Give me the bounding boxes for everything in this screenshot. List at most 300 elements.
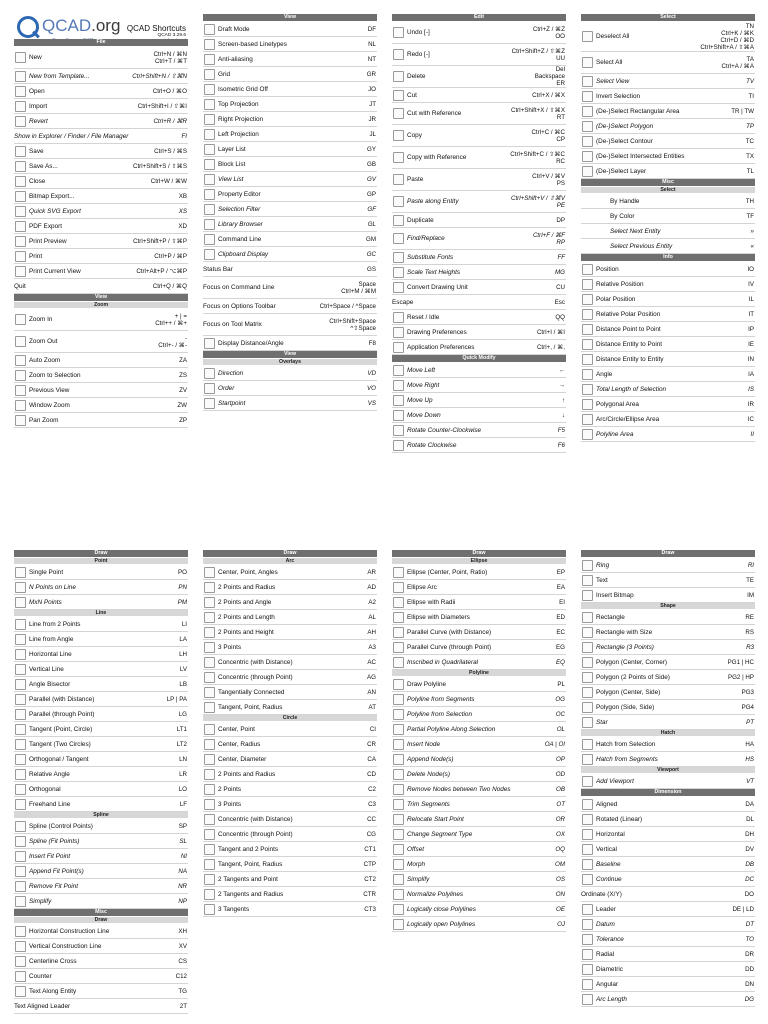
shortcut-row-horizontal-construction-line <box>14 924 188 939</box>
new-from-template-icon <box>15 71 26 82</box>
reset-idle-icon <box>393 312 404 323</box>
shortcut-row-save-as <box>14 159 188 174</box>
shortcut-key: Ctrl+Shift+S / ⇧⌘S <box>132 162 187 170</box>
shortcut-key: HA <box>745 740 754 748</box>
duplicate-icon <box>393 215 404 226</box>
shortcut-key: → <box>558 381 565 389</box>
hatch-from-segments-icon <box>582 754 593 765</box>
order-icon <box>204 383 215 394</box>
shortcut-key: XH <box>178 927 187 935</box>
shortcut-row-print-preview <box>14 234 188 249</box>
shortcut-key: TV <box>746 77 754 85</box>
command-label: Bitmap Export... <box>29 192 75 200</box>
shortcut-row-polar-position <box>581 292 755 307</box>
command-label: PDF Export <box>29 222 63 230</box>
section-subheader: Point <box>14 558 188 564</box>
shortcut-row-datum <box>581 917 755 932</box>
section-subheader: Draw <box>14 917 188 923</box>
cut-icon <box>393 90 404 101</box>
command-label: Center, Point <box>218 725 255 733</box>
shortcut-row-2-points-and-radius <box>203 767 377 782</box>
diametric-icon <box>582 964 593 975</box>
horizontal-line-icon <box>15 649 26 660</box>
revert-icon <box>15 116 26 127</box>
shortcut-row-ellipse-with-radii <box>392 595 566 610</box>
print-preview-icon <box>15 236 26 247</box>
shortcut-row-pan-zoom <box>14 413 188 428</box>
shortcut-key: FF <box>557 253 565 261</box>
shortcut-row-angle-bisector <box>14 677 188 692</box>
command-label: Print Current View <box>29 267 81 275</box>
shortcut-row-2-points-and-length <box>203 610 377 625</box>
leader-icon <box>582 904 593 915</box>
section-header: Select <box>581 14 755 21</box>
shortcut-key: II <box>750 430 754 438</box>
shortcut-row-right-projection <box>203 112 377 127</box>
shortcut-key: PG3 <box>741 688 754 696</box>
shortcut-row-2-points-and-radius <box>203 580 377 595</box>
shortcut-section <box>14 550 188 610</box>
shortcut-row-quick-svg-export <box>14 204 188 219</box>
total-length-of-selection-icon <box>582 384 593 395</box>
shortcut-key: TR | TW <box>731 107 754 115</box>
shortcut-row-tangent-point-radius <box>203 700 377 715</box>
polyline-from-segments-icon <box>393 694 404 705</box>
concentric-with-distance-icon <box>204 657 215 668</box>
shortcut-row-polyline-area <box>581 427 755 442</box>
section-header: File <box>14 39 188 46</box>
baseline-icon <box>582 859 593 870</box>
command-label: Parallel (through Point) <box>29 710 95 718</box>
3-tangents-icon <box>204 904 215 915</box>
shortcut-row-center-point-angles <box>203 565 377 580</box>
shortcut-row-parallel-curve-with-distance <box>392 625 566 640</box>
column-2-bottom <box>203 550 377 917</box>
shortcut-row-center-diameter <box>203 752 377 767</box>
command-label: Property Editor <box>218 190 261 198</box>
shortcut-key: C2 <box>368 785 376 793</box>
shortcut-row-cut <box>392 88 566 103</box>
shortcut-key: AH <box>367 628 376 636</box>
command-label: (De-)Select Contour <box>596 137 653 145</box>
command-label: 2 Points and Angle <box>218 598 272 606</box>
shortcut-key: OE <box>556 905 565 913</box>
tolerance-icon <box>582 934 593 945</box>
command-label: Focus on Command Line <box>203 284 275 291</box>
position-icon <box>582 264 593 275</box>
invert-selection-icon <box>582 91 593 102</box>
shortcut-row-by-color <box>581 209 755 224</box>
line-from-2-points-icon <box>15 619 26 630</box>
section-header: Misc <box>581 179 755 186</box>
move-right-icon <box>393 380 404 391</box>
2-points-and-height-icon <box>204 627 215 638</box>
shortcut-key: TE <box>746 576 754 584</box>
pan-zoom-icon <box>15 415 26 426</box>
radial-icon <box>582 949 593 960</box>
shortcut-key: DG <box>744 995 754 1003</box>
shortcut-row-ordinate-x-y <box>581 887 755 902</box>
print-current-view-icon <box>15 266 26 277</box>
shortcut-key: Ctrl+Z / ⌘Z OO <box>532 25 565 40</box>
shortcut-row-remove-nodes-between-two-nodes <box>392 782 566 797</box>
command-label: Select All <box>596 59 623 66</box>
de-select-rectangular-area-icon <box>582 106 593 117</box>
save-as-icon <box>15 161 26 172</box>
shortcut-row-previous-view <box>14 383 188 398</box>
add-viewport-icon <box>582 776 593 787</box>
shortcut-key: NA <box>178 867 187 875</box>
isometric-grid-off-icon <box>204 84 215 95</box>
shortcut-key: IV <box>748 280 754 288</box>
shortcut-row-invert-selection <box>581 89 755 104</box>
rectangle-with-size-icon <box>582 627 593 638</box>
shortcut-row-insert-node <box>392 737 566 752</box>
parallel-through-point-icon <box>15 709 26 720</box>
select-all-icon <box>582 57 593 68</box>
shortcut-key: AD <box>367 583 376 591</box>
shortcut-key: Ctrl+C / ⌘C CP <box>531 128 565 143</box>
layer-list-icon <box>204 144 215 155</box>
block-list-icon <box>204 159 215 170</box>
rectangle-icon <box>582 612 593 623</box>
shortcut-key: AN <box>367 688 376 696</box>
spline-control-points-icon <box>15 821 26 832</box>
delete-node-s-icon <box>393 769 404 780</box>
command-label: Trim Segments <box>407 800 450 808</box>
command-label: Relative Position <box>596 280 644 288</box>
spline-fit-points-icon <box>15 836 26 847</box>
shortcut-row-simplify <box>392 872 566 887</box>
command-label: Ring <box>596 561 610 569</box>
redo-icon <box>393 49 404 60</box>
shortcut-key: JL <box>369 130 376 138</box>
section-subheader: Shape <box>581 603 755 609</box>
shortcut-row-select-next-entity <box>581 224 755 239</box>
command-label: Auto Zoom <box>29 356 61 364</box>
shortcut-key: XD <box>178 222 187 230</box>
distance-point-to-point-icon <box>582 324 593 335</box>
section-header: Dimension <box>581 789 755 796</box>
shortcut-row-2-points-and-height <box>203 625 377 640</box>
text-along-entity-icon <box>15 986 26 997</box>
shortcut-row-distance-point-to-point <box>581 322 755 337</box>
shortcut-key: IS <box>748 385 754 393</box>
remove-nodes-between-two-nodes-icon <box>393 784 404 795</box>
section-subheader: Overlays <box>203 359 377 365</box>
polygon-2-points-of-side-icon <box>582 672 593 683</box>
command-label: Right Projection <box>218 115 264 123</box>
command-label: Delete Node(s) <box>407 770 450 778</box>
command-label: Selection Filter <box>218 205 261 213</box>
command-label: (De-)Select Rectangular Area <box>596 107 680 115</box>
shortcut-row-grid <box>203 67 377 82</box>
command-label: Ordinate (X/Y) <box>581 890 622 898</box>
convert-drawing-unit-icon <box>393 282 404 293</box>
shortcut-row-tangent-two-circles <box>14 737 188 752</box>
shortcut-row-distance-entity-to-point <box>581 337 755 352</box>
shortcut-key: PG2 | HP <box>727 673 754 681</box>
command-label: Datum <box>596 920 615 928</box>
shortcut-key: C12 <box>175 972 187 980</box>
command-label: Ellipse with Diameters <box>407 613 470 621</box>
command-label: Zoom Out <box>29 338 58 345</box>
command-label: Angle Bisector <box>29 680 71 688</box>
command-label: Save As... <box>29 162 58 170</box>
shortcut-key: Del Backspace ER <box>534 66 565 87</box>
shortcut-row-orthogonal <box>14 782 188 797</box>
shortcut-row-horizontal-line <box>14 647 188 662</box>
shortcut-row-delete-node-s <box>392 767 566 782</box>
mxn-points-icon <box>15 597 26 608</box>
polygon-center-corner-icon <box>582 657 593 668</box>
command-label: Convert Drawing Unit <box>407 283 468 291</box>
shortcut-key: LP | PA <box>166 695 187 703</box>
shortcut-key: CI <box>369 725 376 733</box>
command-label: Library Browser <box>218 220 263 228</box>
command-label: Focus on Tool Matrix <box>203 321 262 328</box>
shortcut-row-duplicate <box>392 213 566 228</box>
shortcut-key: VO <box>367 384 376 392</box>
shortcut-row-left-projection <box>203 127 377 142</box>
shortcut-key: Ctrl+F / ⌘F RP <box>532 231 565 246</box>
command-label: Revert <box>29 117 48 125</box>
offset-icon <box>393 844 404 855</box>
top-projection-icon <box>204 99 215 110</box>
section-header: Draw <box>392 550 566 557</box>
column-3-top <box>392 14 566 453</box>
shortcut-row-move-right <box>392 378 566 393</box>
shortcut-key: Ctrl+Shift+V / ⇧⌘V PE <box>510 194 565 209</box>
shortcut-row-hatch-from-selection <box>581 737 755 752</box>
shortcut-key: CT3 <box>364 905 376 913</box>
shortcut-section <box>581 179 755 254</box>
zoom-to-selection-icon <box>15 370 26 381</box>
shortcut-key: + | = Ctrl++ / ⌘+ <box>155 312 187 327</box>
freehand-line-icon <box>15 799 26 810</box>
command-label: Previous View <box>29 386 70 394</box>
shortcut-key: DN <box>745 980 754 988</box>
shortcut-key: ← <box>558 366 565 374</box>
command-label: Horizontal Construction Line <box>29 927 110 935</box>
shortcut-section <box>203 715 377 917</box>
command-label: Spline (Fit Points) <box>29 837 80 845</box>
shortcut-key: GY <box>367 145 376 153</box>
command-label: Relative Angle <box>29 770 70 778</box>
shortcut-row-ellipse-with-diameters <box>392 610 566 625</box>
shortcut-key: Ctrl+, / ⌘, <box>536 343 565 351</box>
shortcut-key: Ctrl+Shift+Z / ⇧⌘Z UU <box>511 47 565 62</box>
shortcut-key: Ctrl+W / ⌘W <box>150 177 187 185</box>
shortcut-row-text-aligned-leader <box>14 999 188 1014</box>
command-label: Distance Entity to Entity <box>596 355 664 363</box>
arc-circle-ellipse-area-icon <box>582 414 593 425</box>
shortcut-row-by-handle <box>581 194 755 209</box>
command-label: Escape <box>392 298 414 306</box>
normalize-polylines-icon <box>393 889 404 900</box>
command-label: Polar Position <box>596 295 636 303</box>
shortcut-key: XS <box>178 207 187 215</box>
shortcut-key: RE <box>745 613 754 621</box>
startpoint-icon <box>204 398 215 409</box>
command-label: Select View <box>596 77 630 85</box>
shortcut-row-isometric-grid-off <box>203 82 377 97</box>
shortcut-key: IC <box>747 415 754 423</box>
shortcut-key: NL <box>368 40 376 48</box>
shortcut-key: GP <box>367 190 376 198</box>
shortcut-row-vertical-construction-line <box>14 939 188 954</box>
command-label: Cut with Reference <box>407 110 462 117</box>
shortcut-key: LF <box>179 800 187 808</box>
command-label: Concentric (with Distance) <box>218 658 293 666</box>
shortcut-section <box>392 355 566 453</box>
shortcut-row-diametric <box>581 962 755 977</box>
shortcut-key: IO <box>747 265 754 273</box>
command-label: Normalize Polylines <box>407 890 464 898</box>
shortcut-row-concentric-through-point <box>203 670 377 685</box>
shortcut-row-tangent-and-2-points <box>203 842 377 857</box>
shortcut-key: EC <box>556 628 565 636</box>
command-label: Concentric (with Distance) <box>218 815 293 823</box>
shortcut-row-select-view <box>581 74 755 89</box>
command-label: Substitute Fonts <box>407 253 454 261</box>
tangent-and-2-points-icon <box>204 844 215 855</box>
de-select-polygon-icon <box>582 121 593 132</box>
shortcut-key: PG4 <box>741 703 754 711</box>
command-label: Rectangle (3 Points) <box>596 643 654 651</box>
3-points-icon <box>204 799 215 810</box>
shortcut-row-polyline-from-selection <box>392 707 566 722</box>
command-label: Open <box>29 87 45 95</box>
section-header: View <box>203 351 377 358</box>
shortcut-row-zoom-to-selection <box>14 368 188 383</box>
shortcut-row-2-tangents-and-point <box>203 872 377 887</box>
command-label: 2 Points and Radius <box>218 770 276 778</box>
shortcut-row-freehand-line <box>14 797 188 812</box>
command-label: 2 Points and Length <box>218 613 275 621</box>
command-label: 3 Points <box>218 800 242 808</box>
star-icon <box>582 717 593 728</box>
right-projection-icon <box>204 114 215 125</box>
relative-position-icon <box>582 279 593 290</box>
paste-along-entity-icon <box>393 196 404 207</box>
substitute-fonts-icon <box>393 252 404 263</box>
2-tangents-and-radius-icon <box>204 889 215 900</box>
command-label: Zoom In <box>29 316 53 323</box>
command-label: Close <box>29 177 46 185</box>
shortcut-row-rotate-counter-clockwise <box>392 423 566 438</box>
command-label: Move Down <box>407 411 441 419</box>
shortcut-row-center-point <box>203 722 377 737</box>
command-label: Continue <box>596 875 622 883</box>
shortcut-key: LT2 <box>176 740 187 748</box>
command-label: Isometric Grid Off <box>218 85 268 93</box>
shortcut-row-relocate-start-point <box>392 812 566 827</box>
section-header: Quick Modify <box>392 355 566 362</box>
horizontal-construction-line-icon <box>15 926 26 937</box>
shortcut-row-change-segment-type <box>392 827 566 842</box>
command-label: Rotate Counter-Clockwise <box>407 426 482 434</box>
command-label: Center, Point, Angles <box>218 568 278 576</box>
remove-fit-point-icon <box>15 881 26 892</box>
shortcut-row-star <box>581 715 755 730</box>
shortcut-row-view-list <box>203 172 377 187</box>
command-label: Scale Text Heights <box>407 268 461 276</box>
move-up-icon <box>393 395 404 406</box>
shortcut-row-rotated-linear <box>581 812 755 827</box>
property-editor-icon <box>204 189 215 200</box>
shortcut-key: PN <box>178 583 187 591</box>
shortcut-key: DB <box>745 860 754 868</box>
shortcut-row-draw-polyline <box>392 677 566 692</box>
shortcut-key: NT <box>367 55 376 63</box>
shortcut-key: LO <box>178 785 187 793</box>
shortcut-row-angular <box>581 977 755 992</box>
shortcut-key: DD <box>745 965 754 973</box>
select-view-icon <box>582 76 593 87</box>
shortcut-row-spline-fit-points <box>14 834 188 849</box>
shortcut-row-parallel-with-distance <box>14 692 188 707</box>
shortcut-key: OJ <box>557 920 565 928</box>
shortcut-key: VT <box>746 777 754 785</box>
shortcut-key: NI <box>180 852 187 860</box>
shortcut-key: CU <box>556 283 565 291</box>
command-label: Simplify <box>29 897 52 905</box>
draft-mode-icon <box>204 24 215 35</box>
shortcut-key: PO <box>178 568 187 576</box>
shortcut-key: OS <box>556 875 565 883</box>
shortcut-row-paste <box>392 169 566 191</box>
version-label: QCAD 3.29.6 <box>157 33 186 38</box>
screen-based-linetypes-icon <box>204 39 215 50</box>
library-browser-icon <box>204 219 215 230</box>
deselect-all-icon <box>582 31 593 42</box>
shortcut-row-3-points <box>203 640 377 655</box>
command-label: Radial <box>596 950 615 958</box>
shortcut-section <box>14 610 188 812</box>
shortcut-row-simplify <box>14 894 188 909</box>
clipboard-display-icon <box>204 249 215 260</box>
shortcut-key: Ctrl+R / ⌘R <box>153 117 187 125</box>
command-label: Polygon (Center, Corner) <box>596 658 668 666</box>
shortcut-key: PM <box>177 598 187 606</box>
shortcut-row-tangentially-connected <box>203 685 377 700</box>
angle-icon <box>582 369 593 380</box>
shortcut-key: DT <box>745 920 754 928</box>
shortcut-row-move-down <box>392 408 566 423</box>
command-label: Polyline from Segments <box>407 695 475 703</box>
shortcut-key: CG <box>366 830 376 838</box>
command-label: Tangentially Connected <box>218 688 285 696</box>
command-label: Rotate Clockwise <box>407 441 457 449</box>
shortcut-row-polygon-side-side <box>581 700 755 715</box>
shortcut-row-mxn-points <box>14 595 188 610</box>
column-1-bottom <box>14 550 188 1014</box>
command-label: Append Fit Point(s) <box>29 867 84 875</box>
de-select-layer-icon <box>582 166 593 177</box>
shortcut-key: Ctrl+P / ⌘P <box>154 252 187 260</box>
shortcut-key: LH <box>179 650 187 658</box>
command-label: Parallel Curve (with Distance) <box>407 628 492 636</box>
shortcut-key: 2T <box>179 1002 187 1010</box>
shortcut-row-arc-length <box>581 992 755 1007</box>
command-label: Remove Fit Point <box>29 882 79 890</box>
direction-icon <box>204 368 215 379</box>
command-label: Polyline Area <box>596 430 634 438</box>
command-label: By Handle <box>610 197 640 205</box>
shortcut-row-spline-control-points <box>14 819 188 834</box>
shortcut-row-import <box>14 99 188 114</box>
